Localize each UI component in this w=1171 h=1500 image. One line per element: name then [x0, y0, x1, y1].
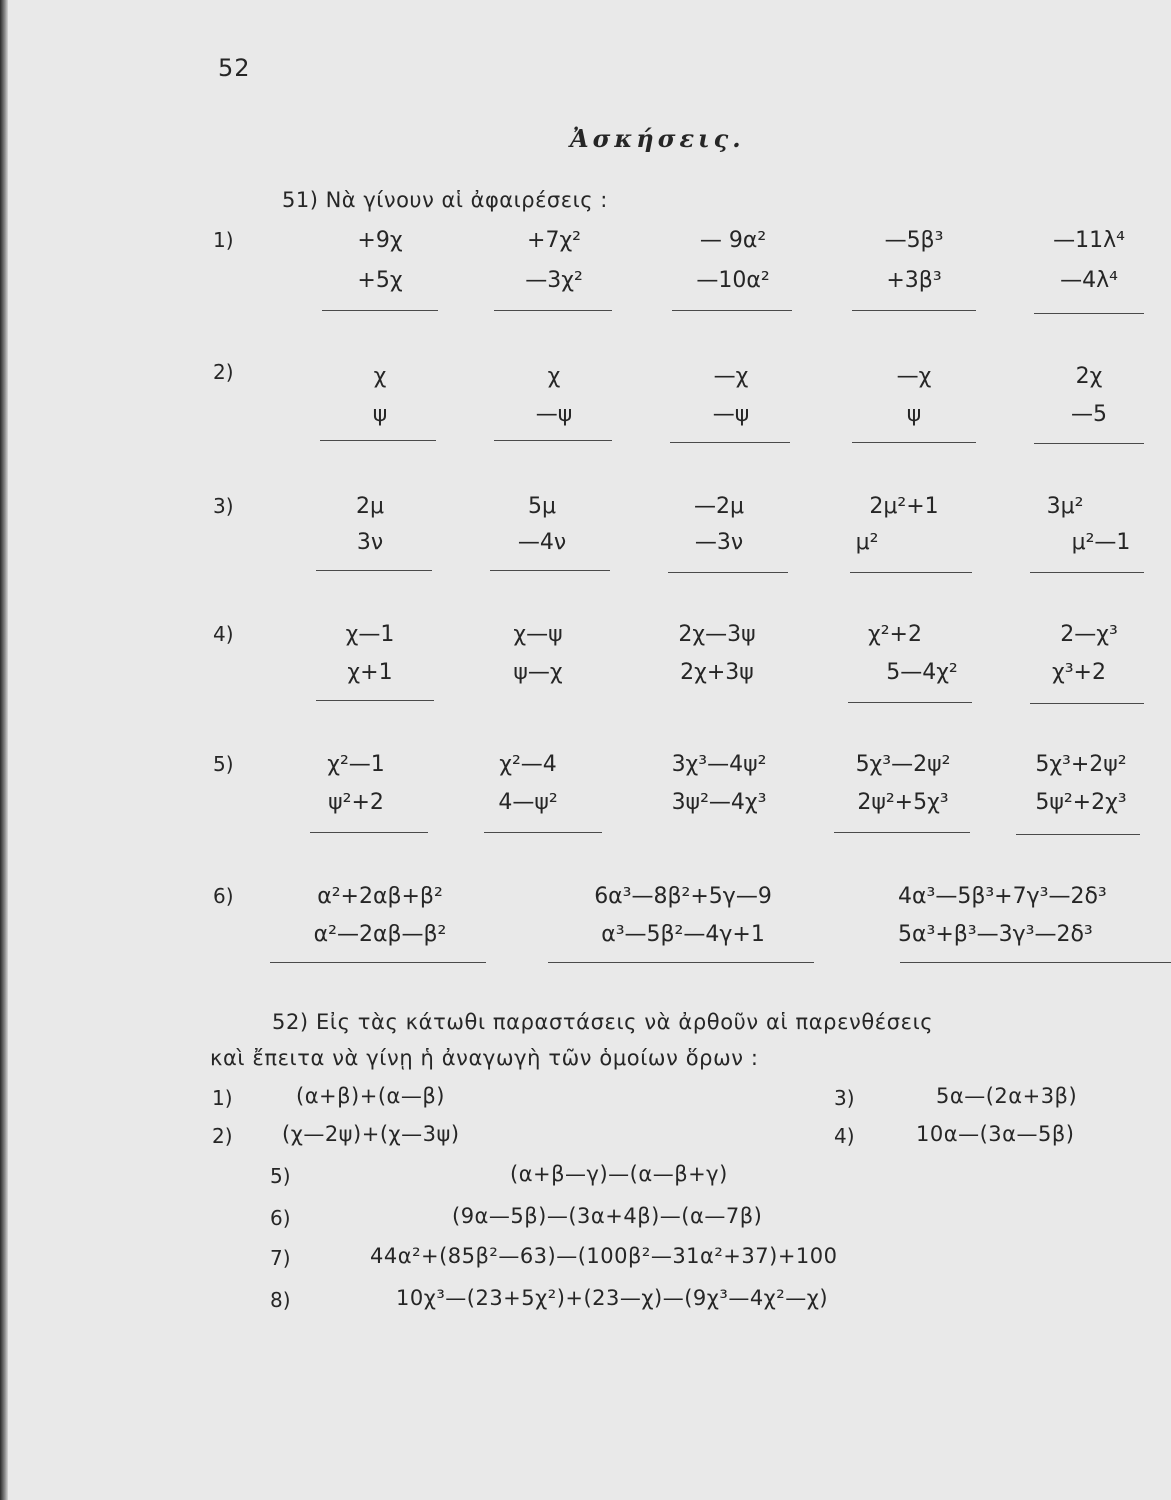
exercise-52-heading-cont: καὶ ἔπειτα νὰ γίνῃ ἡ ἀναγωγὴ τῶν ὁμοίων ὅρων :: [210, 1046, 759, 1070]
minuend: 5χ³+2ψ²: [1035, 752, 1127, 777]
item-label: 2): [212, 1124, 233, 1148]
minuend: 2—χ³: [1060, 622, 1118, 647]
underline-rule: [1034, 313, 1144, 314]
subtrahend: 3ν: [356, 530, 384, 555]
minuend: 6α³—8β²+5γ—9: [594, 884, 772, 909]
subtrahend: μ²: [855, 530, 879, 555]
item-label: 3): [834, 1086, 855, 1110]
minuend: 2μ²+1: [869, 494, 939, 519]
minuend: —11λ⁴: [1053, 228, 1125, 253]
exercise-52-heading: 52) Εἰς τὰς κάτωθι παραστάσεις νὰ ἀρθοῦν αἱ παρενθέσεις: [272, 1010, 934, 1034]
minuend: +7χ²: [527, 228, 581, 253]
minuend: 2χ: [1075, 364, 1103, 389]
underline-rule: [852, 310, 976, 311]
subtrahend: —3ν: [694, 530, 744, 555]
expression: (α+β—γ)—(α—β+γ): [510, 1162, 728, 1186]
underline-rule: [320, 440, 436, 441]
underline-rule: [484, 832, 602, 833]
underline-rule: [494, 310, 612, 311]
subtrahend: —10α²: [696, 268, 770, 293]
minuend: —5β³: [884, 228, 944, 253]
underline-rule: [834, 832, 970, 833]
expression: 10α—(3α—5β): [916, 1122, 1075, 1146]
underline-rule: [316, 700, 434, 701]
underline-rule: [322, 310, 438, 311]
underline-rule: [848, 702, 972, 703]
underline-rule: [850, 572, 972, 573]
item-label: 6): [270, 1206, 291, 1230]
underline-rule: [548, 962, 814, 963]
minuend: χ²—4: [499, 752, 557, 777]
subtrahend: +3β³: [886, 268, 942, 293]
row-label: 3): [213, 494, 234, 518]
subtrahend: —5: [1071, 402, 1107, 427]
minuend: χ: [373, 364, 387, 389]
underline-rule: [668, 572, 788, 573]
subtrahend: —ψ: [535, 402, 573, 427]
subtrahend: χ+1: [347, 660, 393, 685]
subtrahend: —4ν: [517, 530, 567, 555]
subtrahend: ψ: [906, 402, 922, 427]
expression: 5α—(2α+3β): [936, 1084, 1078, 1108]
subtrahend: —ψ: [712, 402, 750, 427]
minuend: +9χ: [357, 228, 403, 253]
item-label: 8): [270, 1288, 291, 1312]
minuend: 5μ: [528, 494, 556, 519]
underline-rule: [316, 570, 432, 571]
underline-rule: [270, 962, 486, 963]
minuend: χ²—1: [327, 752, 385, 777]
underline-rule: [1030, 572, 1144, 573]
minuend: χ—1: [345, 622, 395, 647]
underline-rule: [670, 442, 790, 443]
underline-rule: [672, 310, 792, 311]
subtrahend: α²—2αβ—β²: [313, 922, 447, 947]
page-title: Ἀσκήσεις.: [570, 124, 745, 153]
page-edge-shadow: [0, 0, 8, 1500]
minuend: 5χ³—2ψ²: [855, 752, 951, 777]
item-label: 5): [270, 1164, 291, 1188]
minuend: 2χ—3ψ: [678, 622, 756, 647]
subtrahend: 5ψ²+2χ³: [1035, 790, 1127, 815]
minuend: 2μ: [356, 494, 384, 519]
expression: (α+β)+(α—β): [296, 1084, 445, 1108]
subtrahend: μ²—1: [1071, 530, 1131, 555]
minuend: 3χ³—4ψ²: [671, 752, 767, 777]
minuend: —χ: [896, 364, 932, 389]
row-label: 2): [213, 360, 234, 384]
subtrahend: 5—4χ²: [886, 660, 958, 685]
minuend: χ: [547, 364, 561, 389]
subtrahend: ψ²+2: [328, 790, 384, 815]
subtrahend: 2ψ²+5χ³: [857, 790, 949, 815]
minuend: —2μ: [694, 494, 744, 519]
subtrahend: α³—5β²—4γ+1: [601, 922, 765, 947]
row-label: 6): [213, 884, 234, 908]
item-label: 1): [212, 1086, 233, 1110]
subtrahend: 2χ+3ψ: [680, 660, 754, 685]
item-label: 7): [270, 1246, 291, 1270]
minuend: —χ: [713, 364, 749, 389]
expression: 44α²+(85β²—63)—(100β²—31α²+37)+100: [370, 1244, 838, 1268]
row-label: 4): [213, 622, 234, 646]
subtrahend: ψ—χ: [513, 660, 563, 685]
subtrahend: —3χ²: [525, 268, 583, 293]
minuend: — 9α²: [699, 228, 767, 253]
underline-rule: [494, 440, 612, 441]
exercise-51-heading: 51) Νὰ γίνουν αἱ ἀφαιρέσεις :: [282, 188, 608, 212]
row-label: 5): [213, 752, 234, 776]
underline-rule: [1016, 834, 1140, 835]
row-label: 1): [213, 228, 234, 252]
underline-rule: [852, 442, 976, 443]
minuend: χ²+2: [868, 622, 922, 647]
minuend: χ—ψ: [513, 622, 563, 647]
expression: (χ—2ψ)+(χ—3ψ): [282, 1122, 460, 1146]
subtrahend: +5χ: [357, 268, 403, 293]
expression: 10χ³—(23+5χ²)+(23—χ)—(9χ³—4χ²—χ): [396, 1286, 829, 1310]
underline-rule: [490, 570, 610, 571]
underline-rule: [1034, 443, 1144, 444]
subtrahend: 4—ψ²: [498, 790, 558, 815]
underline-rule: [900, 962, 1171, 963]
underline-rule: [1030, 703, 1144, 704]
item-label: 4): [834, 1124, 855, 1148]
minuend: α²+2αβ+β²: [317, 884, 443, 909]
underline-rule: [310, 832, 428, 833]
expression: (9α—5β)—(3α+4β)—(α—7β): [452, 1204, 763, 1228]
subtrahend: —4λ⁴: [1060, 268, 1118, 293]
subtrahend: ψ: [372, 402, 388, 427]
minuend: 4α³—5β³+7γ³—2δ³: [898, 884, 1107, 909]
minuend: 3μ²: [1046, 494, 1084, 519]
page-number: 52: [218, 54, 251, 82]
subtrahend: 3ψ²—4χ³: [671, 790, 767, 815]
subtrahend: 5α³+β³—3γ³—2δ³: [898, 922, 1093, 947]
subtrahend: χ³+2: [1052, 660, 1106, 685]
